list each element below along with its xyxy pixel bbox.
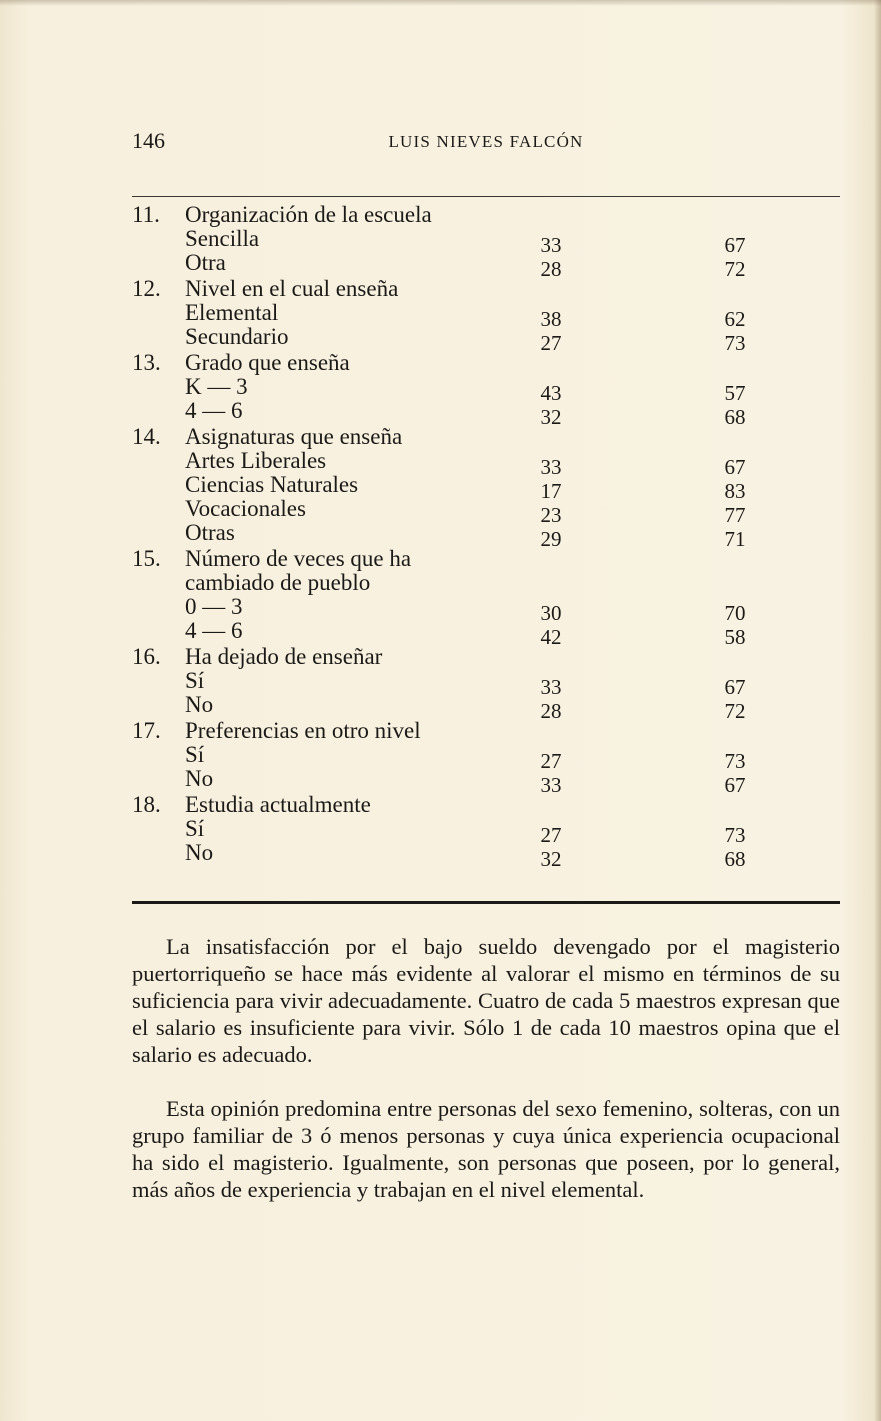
question-title: Ha dejado de enseñar — [185, 644, 383, 669]
question-number: 11. — [132, 202, 160, 227]
question-title-row — [132, 645, 840, 669]
row-label: Secundario — [185, 324, 289, 349]
value-column-2: 73 — [724, 331, 746, 355]
row-label: No — [185, 692, 214, 717]
question-title-row — [132, 571, 840, 595]
table-group — [132, 424, 840, 551]
table-row — [132, 816, 840, 847]
value-column-2: 72 — [724, 699, 746, 723]
page-header — [132, 128, 840, 158]
row-label: Sí — [185, 742, 205, 767]
value-column-1: 30 — [540, 601, 562, 625]
value-column-2: 72 — [724, 257, 746, 281]
value-column-2: 67 — [724, 675, 746, 699]
row-label: No — [185, 766, 214, 791]
value-column-2: 71 — [724, 527, 746, 551]
row-label: Otras — [185, 520, 235, 545]
question-number: 14. — [132, 424, 161, 449]
value-column-2: 77 — [724, 503, 746, 527]
row-label: Ciencias Naturales — [185, 472, 359, 497]
survey-table — [132, 202, 840, 871]
question-title: Organización de la escuela — [185, 202, 432, 227]
table-row — [132, 618, 840, 649]
value-column-1: 33 — [540, 455, 562, 479]
table-row — [132, 472, 840, 503]
row-label: Sencilla — [185, 226, 260, 251]
question-title-row — [132, 793, 840, 817]
value-column-2: 83 — [724, 479, 746, 503]
value-column-1: 28 — [540, 257, 562, 281]
table-row — [132, 448, 840, 479]
value-column-1: 27 — [540, 331, 562, 355]
question-title: Grado que enseña — [185, 350, 350, 375]
value-column-1: 38 — [540, 307, 562, 331]
table-group — [132, 202, 840, 281]
row-label: Artes Liberales — [185, 448, 327, 473]
page-number: 146 — [132, 128, 165, 153]
table-group — [132, 792, 840, 871]
value-column-1: 33 — [540, 675, 562, 699]
row-label: K — 3 — [185, 374, 248, 399]
value-column-1: 27 — [540, 823, 562, 847]
value-column-2: 57 — [724, 381, 746, 405]
table-group — [132, 350, 840, 429]
question-title-row — [132, 547, 840, 571]
row-label: 0 — 3 — [185, 594, 243, 619]
table-row — [132, 250, 840, 281]
question-title-row — [132, 719, 840, 743]
table-group — [132, 546, 840, 649]
page-edge-top — [0, 0, 881, 6]
table-row — [132, 742, 840, 773]
running-head: LUIS NIEVES FALCÓN — [388, 132, 584, 151]
value-column-2: 62 — [724, 307, 746, 331]
value-column-1: 28 — [540, 699, 562, 723]
table-bottom-rule — [132, 901, 840, 904]
table-group — [132, 276, 840, 355]
question-number: 13. — [132, 350, 161, 375]
question-title: Asignaturas que enseña — [185, 424, 403, 449]
question-title: Número de veces que ha — [185, 546, 412, 571]
value-column-1: 33 — [540, 773, 562, 797]
question-number: 18. — [132, 792, 161, 817]
table-row — [132, 766, 840, 797]
value-column-1: 42 — [540, 625, 562, 649]
row-label: Sí — [185, 816, 205, 841]
question-number: 17. — [132, 718, 161, 743]
question-title-row — [132, 277, 840, 301]
table-row — [132, 594, 840, 625]
table-group — [132, 644, 840, 723]
value-column-2: 68 — [724, 405, 746, 429]
question-title: cambiado de pueblo — [185, 570, 371, 595]
table-row — [132, 692, 840, 723]
value-column-2: 67 — [724, 455, 746, 479]
value-column-2: 58 — [724, 625, 746, 649]
row-label: Otra — [185, 250, 226, 275]
question-number: 16. — [132, 644, 161, 669]
question-title: Preferencias en otro nivel — [185, 718, 421, 743]
question-number: 15. — [132, 546, 161, 571]
value-column-2: 67 — [724, 773, 746, 797]
value-column-1: 33 — [540, 233, 562, 257]
page-edge-right — [874, 0, 881, 1421]
value-column-1: 43 — [540, 381, 562, 405]
row-label: Sí — [185, 668, 205, 693]
table-row — [132, 398, 840, 429]
question-title-row — [132, 351, 840, 375]
value-column-1: 32 — [540, 847, 562, 871]
question-title-row — [132, 425, 840, 449]
value-column-2: 67 — [724, 233, 746, 257]
value-column-1: 29 — [540, 527, 562, 551]
table-row — [132, 324, 840, 355]
question-title: Nivel en el cual enseña — [185, 276, 399, 301]
table-row — [132, 374, 840, 405]
question-number: 12. — [132, 276, 161, 301]
value-column-2: 70 — [724, 601, 746, 625]
row-label: 4 — 6 — [185, 398, 243, 423]
table-group — [132, 718, 840, 797]
value-column-2: 73 — [724, 823, 746, 847]
value-column-1: 23 — [540, 503, 562, 527]
value-column-2: 68 — [724, 847, 746, 871]
row-label: 4 — 6 — [185, 618, 243, 643]
row-label: Vocacionales — [185, 496, 306, 521]
body-paragraph-2: Esta opinión predomina entre personas del sexo femenino, solteras, con un grupo familiar de 3 ó menos personas y cuya única experiencia ocupacional ha sido el magisterio. Igualmente, son personas que poseen, por lo general, más años de experiencia y trabajan en el nivel elemental. — [132, 1096, 840, 1202]
table-row — [132, 300, 840, 331]
value-column-1: 27 — [540, 749, 562, 773]
row-label: No — [185, 840, 214, 865]
question-title-row — [132, 203, 840, 227]
table-row — [132, 668, 840, 699]
table-row — [132, 840, 840, 871]
table-row — [132, 520, 840, 551]
table-row — [132, 496, 840, 527]
table-top-rule — [132, 196, 840, 197]
row-label: Elemental — [185, 300, 279, 325]
body-paragraph-1: La insatisfacción por el bajo sueldo devengado por el magisterio puertorriqueño se hace más evidente al valorar el mismo en términos de su suficiencia para vivir adecuadamente. Cuatro de cada 5 maestros expresan que el salario es insuficiente para vivir. Sólo 1 de cada 10 maestros opina que el salario es adecuado. — [132, 934, 840, 1067]
value-column-1: 17 — [540, 479, 562, 503]
value-column-1: 32 — [540, 405, 562, 429]
table-row — [132, 226, 840, 257]
value-column-2: 73 — [724, 749, 746, 773]
question-title: Estudia actualmente — [185, 792, 371, 817]
